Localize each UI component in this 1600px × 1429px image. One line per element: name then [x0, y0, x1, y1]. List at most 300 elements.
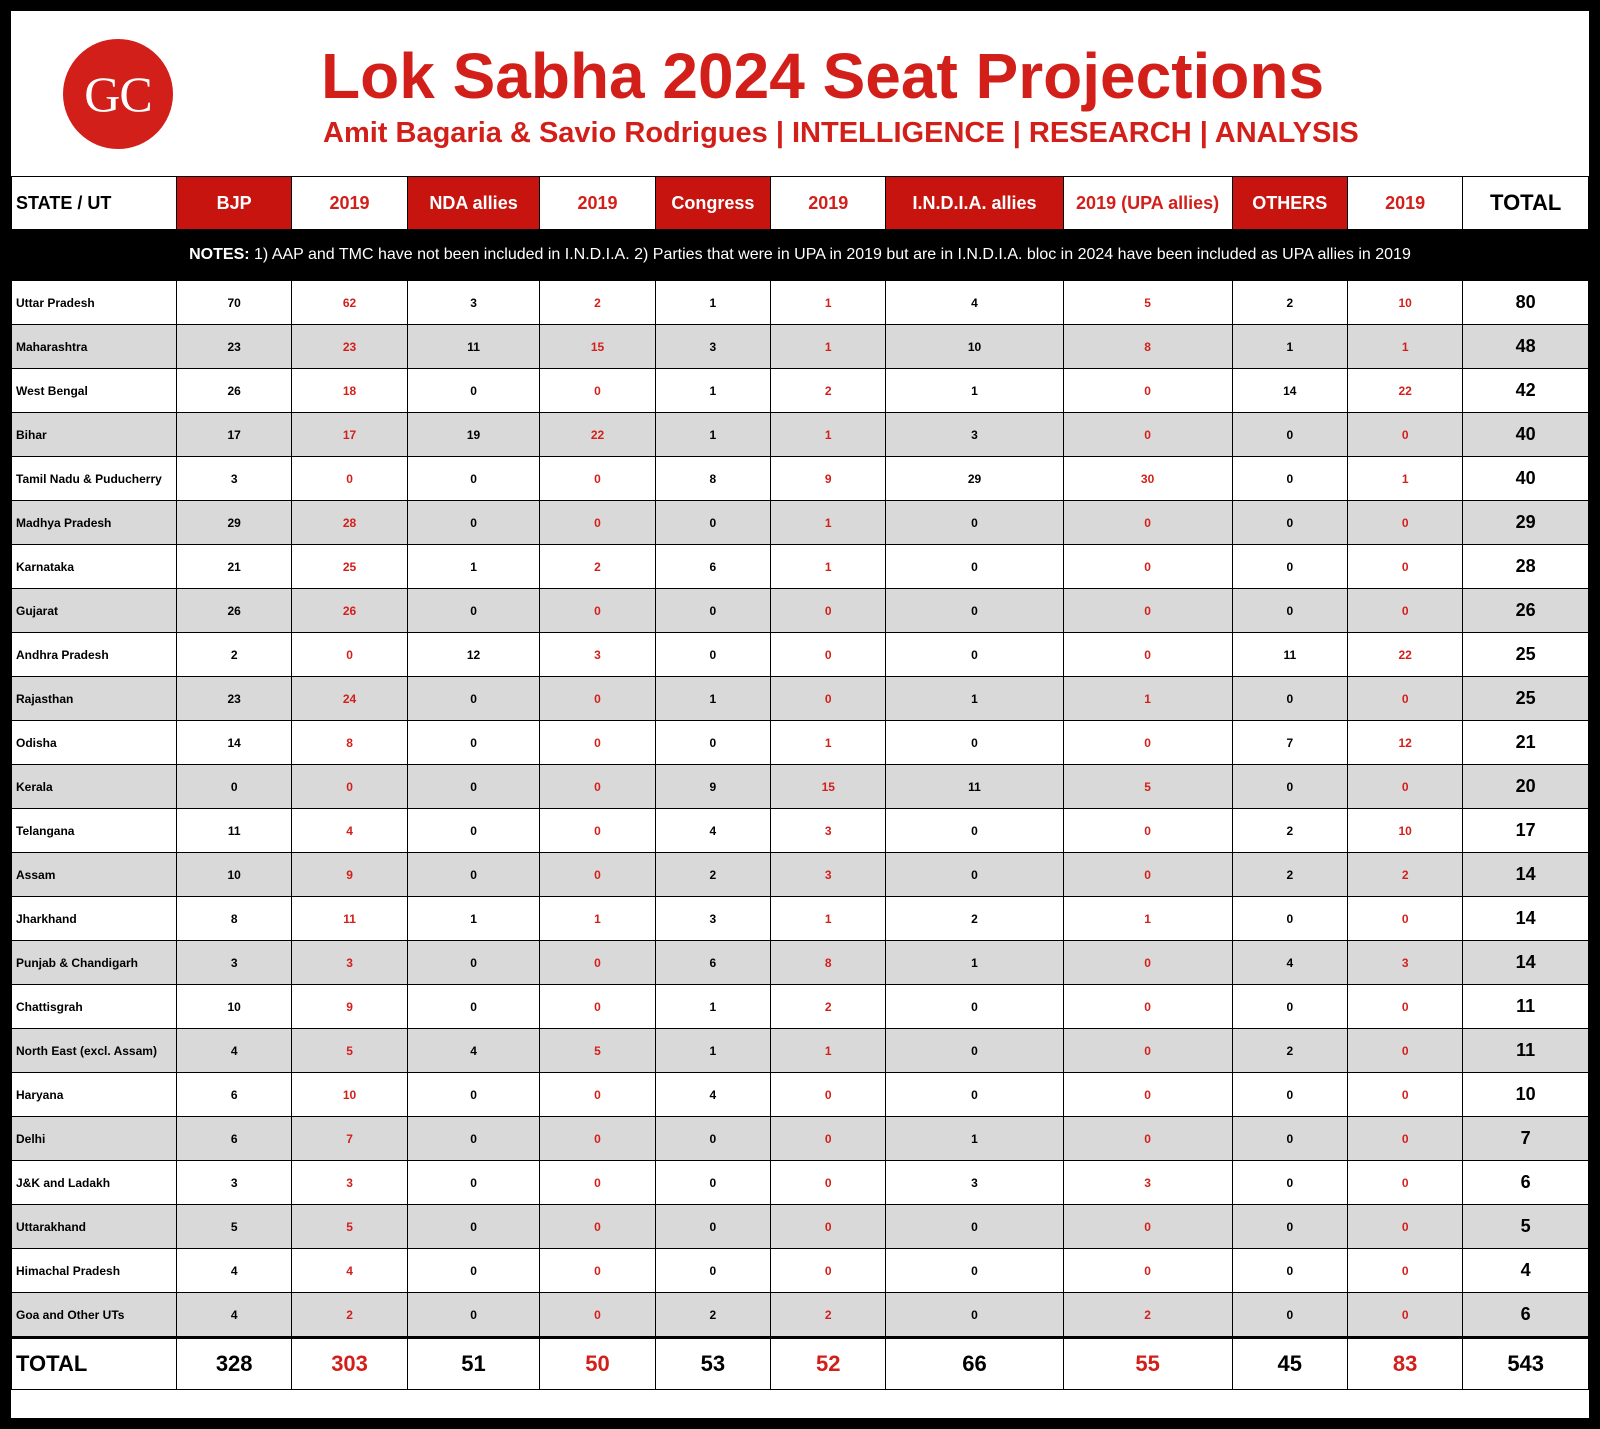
seat-value-cell: 12	[1347, 721, 1462, 765]
seat-value-cell: 3	[771, 853, 886, 897]
seat-value-cell: 1	[407, 545, 540, 589]
seat-value-cell: 2	[1347, 853, 1462, 897]
seat-value-cell: 0	[540, 1073, 655, 1117]
seat-value-cell: 0	[407, 457, 540, 501]
state-name-cell: Jharkhand	[12, 897, 177, 941]
table-row	[12, 1117, 1589, 1161]
seat-value-cell: 0	[1232, 1161, 1347, 1205]
seat-value-cell: 0	[1063, 545, 1232, 589]
seat-value-cell: 0	[407, 941, 540, 985]
table-row	[12, 1249, 1589, 1293]
table-row	[12, 1161, 1589, 1205]
column-header: 2019	[540, 177, 655, 230]
table-row	[12, 809, 1589, 853]
seat-value-cell: 0	[1347, 413, 1462, 457]
seat-value-cell: 0	[1347, 1029, 1462, 1073]
state-name-cell: Goa and Other UTs	[12, 1293, 177, 1338]
seat-value-cell: 0	[1232, 1205, 1347, 1249]
seat-value-cell: 10	[176, 985, 291, 1029]
seat-value-cell: 0	[407, 853, 540, 897]
seat-value-cell: 0	[407, 809, 540, 853]
seat-value-cell: 0	[407, 369, 540, 413]
seat-value-cell: 0	[1063, 1249, 1232, 1293]
seat-value-cell: 11	[176, 809, 291, 853]
seat-value-cell: 3	[655, 325, 770, 369]
seat-value-cell: 0	[655, 1117, 770, 1161]
table-row	[12, 325, 1589, 369]
state-name-cell: Chattisgrah	[12, 985, 177, 1029]
seat-value-cell: 1	[655, 985, 770, 1029]
total-value-cell: 45	[1232, 1338, 1347, 1390]
column-header: STATE / UT	[12, 177, 177, 230]
seat-value-cell: 0	[1232, 545, 1347, 589]
seat-value-cell: 1	[886, 1117, 1063, 1161]
seat-value-cell: 3	[407, 281, 540, 325]
seat-value-cell: 40	[1463, 457, 1589, 501]
totals-row	[12, 1338, 1589, 1390]
seat-value-cell: 6	[176, 1073, 291, 1117]
seat-value-cell: 4	[292, 809, 407, 853]
seat-value-cell: 0	[886, 633, 1063, 677]
column-header: 2019	[1347, 177, 1462, 230]
seat-value-cell: 4	[176, 1249, 291, 1293]
seat-value-cell: 0	[1347, 1205, 1462, 1249]
seat-value-cell: 4	[886, 281, 1063, 325]
table-row	[12, 853, 1589, 897]
gc-logo: GC	[63, 39, 173, 149]
seat-value-cell: 2	[1232, 1029, 1347, 1073]
state-name-cell: Uttarakhand	[12, 1205, 177, 1249]
seat-value-cell: 0	[1063, 853, 1232, 897]
seat-value-cell: 0	[1063, 501, 1232, 545]
seat-value-cell: 0	[1063, 369, 1232, 413]
seat-value-cell: 6	[176, 1117, 291, 1161]
seat-value-cell: 0	[540, 765, 655, 809]
seat-value-cell: 2	[655, 1293, 770, 1338]
seat-value-cell: 7	[1232, 721, 1347, 765]
seat-value-cell: 0	[655, 589, 770, 633]
seat-value-cell: 11	[292, 897, 407, 941]
total-value-cell: 543	[1463, 1338, 1589, 1390]
seat-value-cell: 21	[176, 545, 291, 589]
seat-value-cell: 3	[292, 941, 407, 985]
seat-value-cell: 0	[407, 985, 540, 1029]
seat-value-cell: 0	[655, 1205, 770, 1249]
seat-value-cell: 0	[886, 853, 1063, 897]
seat-value-cell: 0	[1232, 589, 1347, 633]
seat-value-cell: 2	[1063, 1293, 1232, 1338]
seat-value-cell: 0	[1347, 501, 1462, 545]
seat-value-cell: 0	[292, 633, 407, 677]
state-name-cell: Andhra Pradesh	[12, 633, 177, 677]
seat-value-cell: 0	[1063, 1205, 1232, 1249]
seat-value-cell: 1	[655, 677, 770, 721]
seat-value-cell: 14	[1463, 897, 1589, 941]
seat-value-cell: 0	[540, 985, 655, 1029]
table-row	[12, 941, 1589, 985]
seat-value-cell: 11	[407, 325, 540, 369]
seat-value-cell: 4	[1232, 941, 1347, 985]
seat-value-cell: 0	[771, 1117, 886, 1161]
total-value-cell: 55	[1063, 1338, 1232, 1390]
seat-value-cell: 9	[292, 853, 407, 897]
seat-value-cell: 25	[292, 545, 407, 589]
table-row	[12, 501, 1589, 545]
column-header: OTHERS	[1232, 177, 1347, 230]
seat-value-cell: 0	[1347, 985, 1462, 1029]
seat-value-cell: 20	[1463, 765, 1589, 809]
column-header: I.N.D.I.A. allies	[886, 177, 1063, 230]
table-row	[12, 545, 1589, 589]
seat-value-cell: 22	[540, 413, 655, 457]
seat-value-cell: 0	[655, 721, 770, 765]
seat-value-cell: 1	[540, 897, 655, 941]
page-title: Lok Sabha 2024 Seat Projections	[321, 40, 1325, 112]
seat-value-cell: 2	[771, 369, 886, 413]
notes-row	[12, 230, 1589, 281]
seat-value-cell: 0	[1347, 677, 1462, 721]
seat-value-cell: 0	[886, 501, 1063, 545]
seat-value-cell: 0	[1232, 1073, 1347, 1117]
table-row	[12, 677, 1589, 721]
seat-value-cell: 1	[886, 941, 1063, 985]
state-name-cell: Kerala	[12, 765, 177, 809]
seat-value-cell: 10	[1463, 1073, 1589, 1117]
state-name-cell: Delhi	[12, 1117, 177, 1161]
seat-value-cell: 0	[1063, 589, 1232, 633]
header-row	[12, 177, 1589, 230]
seat-value-cell: 14	[1463, 853, 1589, 897]
seat-value-cell: 2	[771, 985, 886, 1029]
state-name-cell: Himachal Pradesh	[12, 1249, 177, 1293]
seat-value-cell: 0	[886, 1205, 1063, 1249]
seat-value-cell: 0	[886, 589, 1063, 633]
seat-value-cell: 21	[1463, 721, 1589, 765]
seat-value-cell: 5	[1063, 281, 1232, 325]
seat-value-cell: 1	[655, 281, 770, 325]
total-value-cell: 303	[292, 1338, 407, 1390]
seat-value-cell: 4	[655, 1073, 770, 1117]
seat-value-cell: 0	[886, 1073, 1063, 1117]
notes-text: 1) AAP and TMC have not been included in I.N.D.I.A. 2) Parties that were in UPA in 2019 but are in I.N.D.I.A. bloc in 2024 have been included as UPA allies in 2019	[249, 246, 1411, 263]
seat-value-cell: 2	[886, 897, 1063, 941]
seat-value-cell: 5	[292, 1029, 407, 1073]
total-value-cell: 328	[176, 1338, 291, 1390]
seat-value-cell: 23	[176, 677, 291, 721]
state-name-cell: Uttar Pradesh	[12, 281, 177, 325]
seat-value-cell: 0	[407, 589, 540, 633]
seat-value-cell: 6	[1463, 1161, 1589, 1205]
seat-value-cell: 26	[1463, 589, 1589, 633]
seat-value-cell: 0	[771, 1073, 886, 1117]
seat-value-cell: 0	[540, 853, 655, 897]
column-header: 2019 (UPA allies)	[1063, 177, 1232, 230]
seat-value-cell: 2	[540, 281, 655, 325]
seat-value-cell: 0	[1347, 765, 1462, 809]
seat-value-cell: 0	[771, 589, 886, 633]
seat-value-cell: 0	[1063, 1073, 1232, 1117]
seat-value-cell: 10	[176, 853, 291, 897]
seat-value-cell: 0	[1063, 633, 1232, 677]
seat-value-cell: 2	[540, 545, 655, 589]
seat-value-cell: 17	[1463, 809, 1589, 853]
seat-value-cell: 0	[540, 1117, 655, 1161]
seat-value-cell: 0	[886, 721, 1063, 765]
seat-value-cell: 0	[886, 809, 1063, 853]
seat-value-cell: 0	[407, 501, 540, 545]
seat-value-cell: 0	[540, 941, 655, 985]
table-row	[12, 1293, 1589, 1338]
column-header: NDA allies	[407, 177, 540, 230]
seat-value-cell: 80	[1463, 281, 1589, 325]
seat-value-cell: 7	[1463, 1117, 1589, 1161]
total-value-cell: 52	[771, 1338, 886, 1390]
seat-value-cell: 1	[771, 897, 886, 941]
seat-value-cell: 0	[886, 545, 1063, 589]
seat-value-cell: 62	[292, 281, 407, 325]
seat-value-cell: 0	[407, 765, 540, 809]
seat-value-cell: 26	[292, 589, 407, 633]
seat-value-cell: 3	[176, 941, 291, 985]
seat-value-cell: 8	[292, 721, 407, 765]
seat-value-cell: 0	[292, 457, 407, 501]
state-name-cell: Assam	[12, 853, 177, 897]
state-name-cell: Tamil Nadu & Puducherry	[12, 457, 177, 501]
seat-value-cell: 12	[407, 633, 540, 677]
seat-value-cell: 10	[886, 325, 1063, 369]
seat-value-cell: 22	[1347, 369, 1462, 413]
seat-value-cell: 0	[1347, 897, 1462, 941]
seat-value-cell: 1	[1232, 325, 1347, 369]
table-row	[12, 721, 1589, 765]
seat-value-cell: 0	[540, 369, 655, 413]
state-name-cell: Bihar	[12, 413, 177, 457]
seat-value-cell: 29	[1463, 501, 1589, 545]
seat-value-cell: 0	[1232, 985, 1347, 1029]
table-row	[12, 765, 1589, 809]
seat-value-cell: 0	[176, 765, 291, 809]
state-name-cell: Karnataka	[12, 545, 177, 589]
table-row	[12, 985, 1589, 1029]
seat-value-cell: 1	[886, 369, 1063, 413]
state-name-cell: Punjab & Chandigarh	[12, 941, 177, 985]
seat-value-cell: 28	[292, 501, 407, 545]
seat-value-cell: 0	[1063, 809, 1232, 853]
seat-value-cell: 1	[771, 721, 886, 765]
seat-value-cell: 3	[540, 633, 655, 677]
seat-value-cell: 0	[540, 589, 655, 633]
seat-value-cell: 0	[1063, 941, 1232, 985]
seat-value-cell: 0	[1063, 1117, 1232, 1161]
seat-value-cell: 4	[176, 1293, 291, 1338]
seat-value-cell: 17	[176, 413, 291, 457]
seat-value-cell: 0	[540, 721, 655, 765]
column-header: Congress	[655, 177, 770, 230]
seat-value-cell: 6	[655, 545, 770, 589]
seat-value-cell: 8	[1063, 325, 1232, 369]
seat-value-cell: 26	[176, 369, 291, 413]
seat-projection-table	[11, 176, 1589, 1390]
seat-value-cell: 1	[771, 413, 886, 457]
seat-value-cell: 8	[176, 897, 291, 941]
seat-value-cell: 0	[1232, 501, 1347, 545]
column-header: TOTAL	[1463, 177, 1589, 230]
seat-value-cell: 0	[407, 721, 540, 765]
seat-value-cell: 30	[1063, 457, 1232, 501]
seat-value-cell: 9	[292, 985, 407, 1029]
seat-value-cell: 0	[1347, 1117, 1462, 1161]
seat-value-cell: 0	[1347, 1293, 1462, 1338]
seat-value-cell: 0	[886, 1029, 1063, 1073]
seat-value-cell: 5	[176, 1205, 291, 1249]
seat-value-cell: 0	[771, 1205, 886, 1249]
seat-value-cell: 0	[540, 457, 655, 501]
seat-value-cell: 7	[292, 1117, 407, 1161]
seat-value-cell: 8	[771, 941, 886, 985]
seat-value-cell: 5	[1463, 1205, 1589, 1249]
seat-value-cell: 0	[407, 1073, 540, 1117]
table-row	[12, 589, 1589, 633]
state-name-cell: J&K and Ladakh	[12, 1161, 177, 1205]
seat-value-cell: 18	[292, 369, 407, 413]
seat-value-cell: 3	[655, 897, 770, 941]
seat-value-cell: 1	[655, 369, 770, 413]
seat-value-cell: 0	[655, 501, 770, 545]
seat-value-cell: 6	[1463, 1293, 1589, 1338]
seat-value-cell: 11	[1463, 1029, 1589, 1073]
total-value-cell: 50	[540, 1338, 655, 1390]
seat-value-cell: 25	[1463, 677, 1589, 721]
seat-value-cell: 0	[1232, 765, 1347, 809]
state-name-cell: West Bengal	[12, 369, 177, 413]
state-name-cell: Madhya Pradesh	[12, 501, 177, 545]
seat-value-cell: 3	[1347, 941, 1462, 985]
seat-value-cell: 10	[1347, 281, 1462, 325]
page-subtitle: Amit Bagaria & Savio Rodrigues | INTELLIGENCE | RESEARCH | ANALYSIS	[323, 117, 1359, 149]
seat-value-cell: 1	[771, 501, 886, 545]
seat-value-cell: 3	[886, 413, 1063, 457]
state-name-cell: Telangana	[12, 809, 177, 853]
seat-value-cell: 4	[292, 1249, 407, 1293]
seat-value-cell: 1	[1347, 457, 1462, 501]
seat-value-cell: 19	[407, 413, 540, 457]
seat-value-cell: 28	[1463, 545, 1589, 589]
seat-value-cell: 0	[655, 633, 770, 677]
seat-value-cell: 0	[407, 677, 540, 721]
seat-value-cell: 25	[1463, 633, 1589, 677]
seat-value-cell: 0	[1063, 721, 1232, 765]
seat-value-cell: 4	[655, 809, 770, 853]
seat-value-cell: 1	[655, 1029, 770, 1073]
table-row	[12, 281, 1589, 325]
seat-value-cell: 1	[771, 325, 886, 369]
seat-value-cell: 3	[176, 1161, 291, 1205]
table-row	[12, 1029, 1589, 1073]
seat-value-cell: 0	[1232, 677, 1347, 721]
seat-value-cell: 2	[771, 1293, 886, 1338]
seat-value-cell: 29	[886, 457, 1063, 501]
state-name-cell: Haryana	[12, 1073, 177, 1117]
seat-value-cell: 17	[292, 413, 407, 457]
seat-value-cell: 8	[655, 457, 770, 501]
seat-value-cell: 0	[1232, 897, 1347, 941]
seat-value-cell: 22	[1347, 633, 1462, 677]
seat-value-cell: 10	[1347, 809, 1462, 853]
seat-value-cell: 42	[1463, 369, 1589, 413]
seat-value-cell: 1	[771, 545, 886, 589]
seat-value-cell: 0	[1232, 413, 1347, 457]
table-row	[12, 633, 1589, 677]
seat-value-cell: 23	[176, 325, 291, 369]
table-row	[12, 1205, 1589, 1249]
state-name-cell: Rajasthan	[12, 677, 177, 721]
seat-value-cell: 0	[407, 1161, 540, 1205]
seat-value-cell: 0	[771, 1249, 886, 1293]
total-value-cell: 66	[886, 1338, 1063, 1390]
seat-value-cell: 11	[1463, 985, 1589, 1029]
seat-value-cell: 0	[1347, 1073, 1462, 1117]
seat-value-cell: 0	[771, 677, 886, 721]
table-row	[12, 897, 1589, 941]
seat-value-cell: 2	[176, 633, 291, 677]
seat-value-cell: 4	[176, 1029, 291, 1073]
column-header: 2019	[292, 177, 407, 230]
seat-value-cell: 0	[1232, 1117, 1347, 1161]
seat-value-cell: 0	[1063, 985, 1232, 1029]
seat-value-cell: 0	[886, 1293, 1063, 1338]
total-value-cell: 53	[655, 1338, 770, 1390]
seat-value-cell: 5	[292, 1205, 407, 1249]
seat-value-cell: 9	[771, 457, 886, 501]
seat-value-cell: 0	[540, 1161, 655, 1205]
seat-value-cell: 1	[1063, 677, 1232, 721]
seat-value-cell: 4	[1463, 1249, 1589, 1293]
seat-value-cell: 0	[1347, 1161, 1462, 1205]
state-name-cell: Odisha	[12, 721, 177, 765]
table-row	[12, 413, 1589, 457]
seat-value-cell: 0	[407, 1249, 540, 1293]
total-label: TOTAL	[12, 1338, 177, 1390]
seat-value-cell: 0	[1347, 545, 1462, 589]
seat-value-cell: 0	[771, 1161, 886, 1205]
seat-value-cell: 14	[1463, 941, 1589, 985]
seat-value-cell: 70	[176, 281, 291, 325]
seat-value-cell: 5	[1063, 765, 1232, 809]
seat-value-cell: 10	[292, 1073, 407, 1117]
seat-value-cell: 23	[292, 325, 407, 369]
seat-value-cell: 9	[655, 765, 770, 809]
state-name-cell: North East (excl. Assam)	[12, 1029, 177, 1073]
state-name-cell: Gujarat	[12, 589, 177, 633]
seat-value-cell: 0	[1232, 457, 1347, 501]
seat-value-cell: 2	[1232, 853, 1347, 897]
seat-value-cell: 0	[540, 501, 655, 545]
seat-value-cell: 0	[655, 1249, 770, 1293]
seat-value-cell: 0	[1063, 1029, 1232, 1073]
seat-value-cell: 40	[1463, 413, 1589, 457]
seat-value-cell: 0	[540, 1293, 655, 1338]
notes-cell	[12, 230, 1589, 281]
seat-value-cell: 2	[1232, 281, 1347, 325]
seat-value-cell: 1	[655, 413, 770, 457]
seat-value-cell: 0	[1232, 1249, 1347, 1293]
seat-value-cell: 3	[771, 809, 886, 853]
seat-value-cell: 11	[1232, 633, 1347, 677]
table-row	[12, 1073, 1589, 1117]
seat-value-cell: 26	[176, 589, 291, 633]
notes-label: NOTES:	[189, 246, 250, 263]
seat-value-cell: 1	[771, 281, 886, 325]
